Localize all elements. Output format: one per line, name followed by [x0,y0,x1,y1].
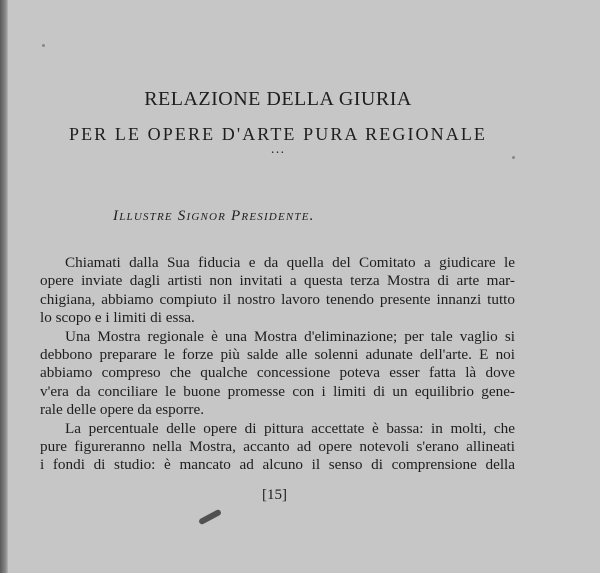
document-subtitle: PER LE OPERE D'ARTE PURA REGIONALE [68,124,488,144]
ink-smudge [198,509,222,526]
title-ornament: ... [270,142,286,156]
text-line: La percentuale delle opere di pittura accettate è bassa: in molti, che [65,419,515,437]
body-text [40,254,515,475]
text-line: lo scopo e i limiti di essa. [40,309,195,327]
text-line: i fondi di studio: è mancato ad alcuno il senso di comprensione della [40,456,515,474]
text-line: chigiana, abbiamo compiuto il nostro lavoro tenendo presente innanzi tutto [40,290,515,308]
text-line: opere inviate dagli artisti non invitati a questa terza Mostra di arte mar- [40,272,515,290]
text-line: abbiamo compreso che qualche concessione poteva esser fatta là dove [40,364,515,382]
text-line: pure figureranno nella Mostra, accanto ad opere notevoli s'erano allineati [40,437,515,455]
document-title: RELAZIONE DELLA GIURIA [144,88,412,110]
text-line: Una Mostra regionale è una Mostra d'eliminazione; per tale vaglio si [65,327,515,345]
page-binding-edge [0,0,8,573]
salutation: Illustre Signor Presidente. [113,208,315,224]
text-line: debbono preparare le forze più salde alle solenni adunate dell'arte. E noi [40,345,515,363]
text-line: rale delle opere da esporre. [40,401,205,419]
text-line: v'era da conciliare le buone promesse con i limiti di un equilibrio gene- [40,382,515,400]
page-number: [15] [262,487,287,503]
paper-speck [42,44,45,47]
paper-speck [512,156,515,159]
text-line: Chiamati dalla Sua fiducia e da quella del Comitato a giudicare le [65,254,515,271]
